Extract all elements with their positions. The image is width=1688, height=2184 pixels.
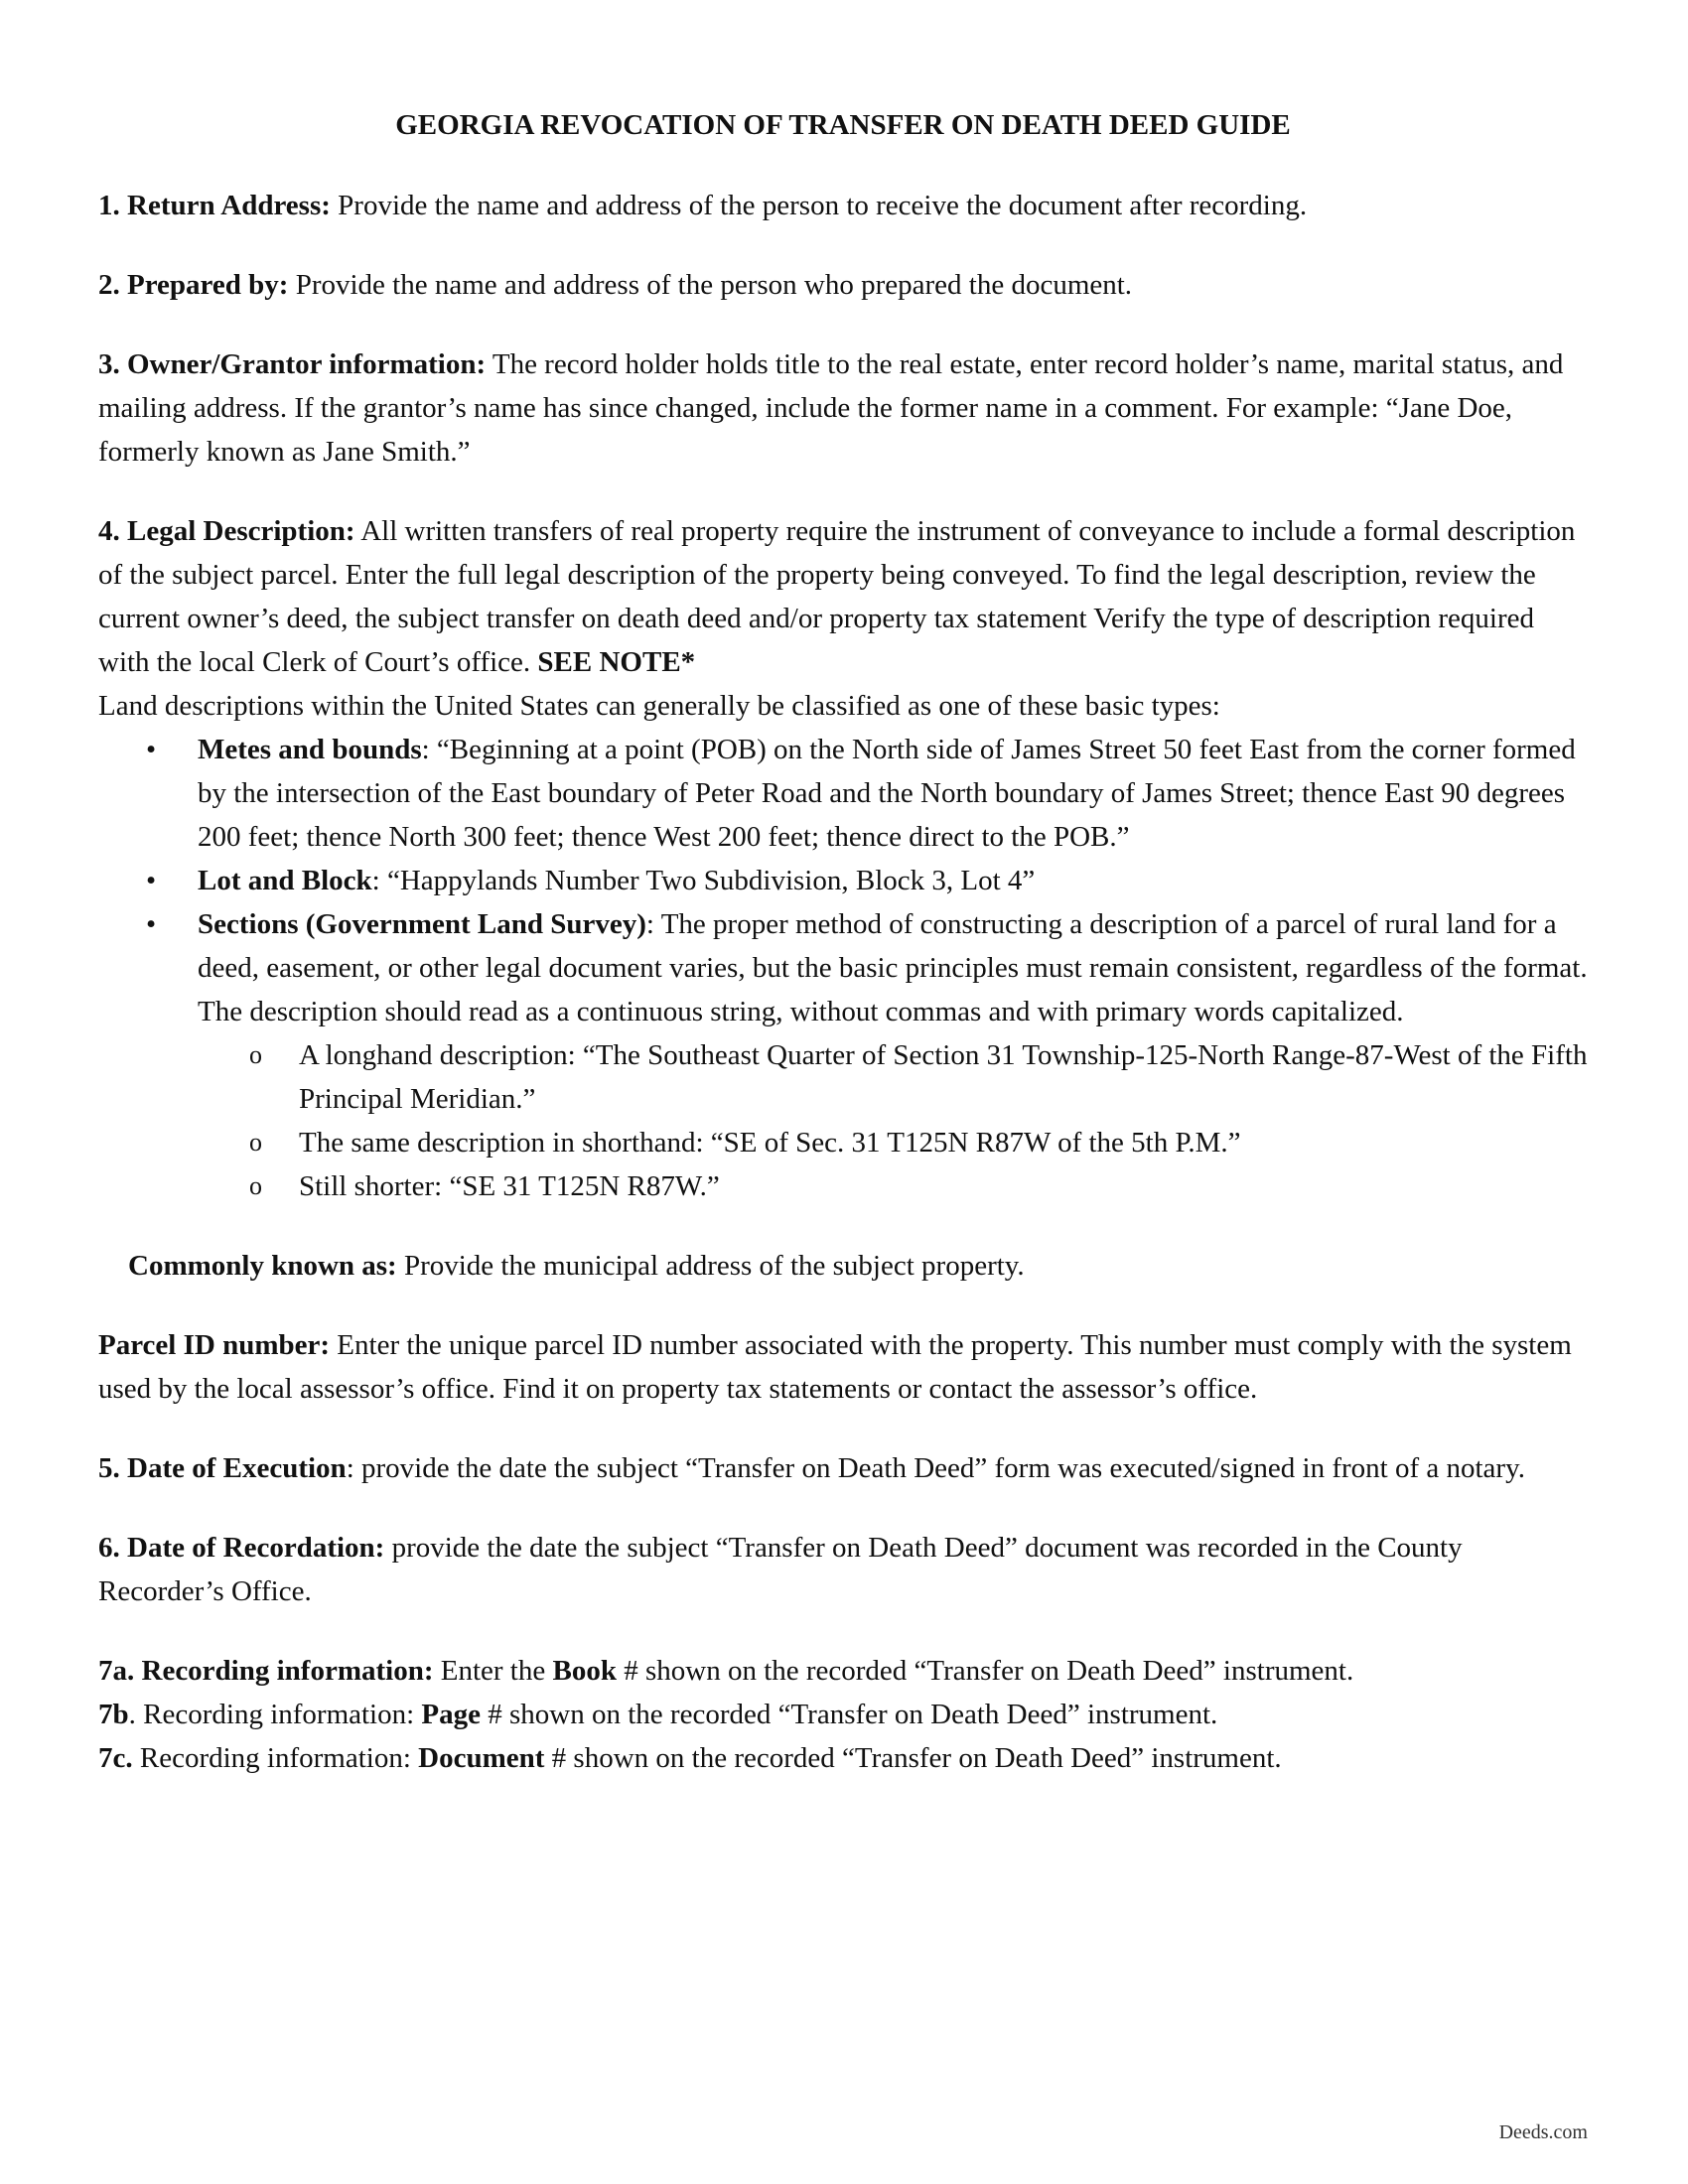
section-text: . Recording information: [128,1699,422,1730]
section-text: Provide the name and address of the person to receive the document after recording. [330,190,1308,221]
section-text: # shown on the recorded “Transfer on Death Deed” instrument. [481,1699,1218,1730]
section-recording-page [98,1693,1588,1736]
list-item-metes-bounds [98,728,1588,859]
section-parcel-id [98,1323,1588,1411]
list-item-label: Metes and bounds [198,734,422,765]
section-label: 5. Date of Execution [98,1452,347,1484]
list-item-label: Sections (Government Land Survey) [198,908,646,940]
sub-item-shorthand: o The same description in shorthand: “SE of Sec. 31 T125N R87W of the 5th P.M.” [198,1121,1588,1164]
section-label: 6. Date of Recordation: [98,1532,385,1564]
footer-watermark: Deeds.com [1498,2121,1588,2143]
section-label: 7c. [98,1742,133,1774]
section-text: All written transfers of real property require the instrument of conveyance to include a formal description of the subject parcel. Enter the full legal description of the property being conveyed. To find the legal description, review the current owner’s deed, the subject transfer on death deed and/or property tax statement Verify the type of description required with the local Clerk of Court’s office. [98,515,1576,678]
see-note: SEE NOTE* [537,646,696,678]
document-title: GEORGIA REVOCATION OF TRANSFER ON DEATH DEED GUIDE [395,109,1291,141]
section-commonly-known [98,1244,1588,1288]
section-bold: Book [552,1655,617,1687]
section-label: Commonly known as: [128,1250,397,1282]
section-text: The record holder holds title to the real estate, enter record holder’s name, marital status, and mailing address. If the grantor’s name has since changed, include the former name in a comment. For example: “Jane Doe, formerly known as Jane Smith.” [98,348,1564,468]
section-bold: Page [421,1699,482,1730]
section-text: : provide the date the subject “Transfer on Death Deed” form was executed/signed in front of a notary. [346,1452,1525,1484]
section-label: 7a. Recording information: [98,1655,434,1687]
section-legal-description [98,509,1588,1208]
section-text: Provide the name and address of the person who prepared the document. [288,269,1133,301]
section-recording-document [98,1736,1588,1780]
section-label: 4. Legal Description: [98,515,355,547]
document-page [98,103,1588,1780]
section-date-execution [98,1446,1588,1490]
section-owner-grantor [98,342,1588,474]
section-text: Recording information: [132,1742,419,1774]
sections-sub-list [198,1033,1588,1208]
section-text: Provide the municipal address of the subject property. [396,1250,1025,1282]
sub-item-longhand: o A longhand description: “The Southeast Quarter of Section 31 Township-125-North Range-87-West of the Fifth Principal Meridian.” [198,1033,1588,1121]
section-prepared-by [98,263,1588,307]
list-item-text: : “Happylands Number Two Subdivision, Block 3, Lot 4” [371,865,1036,896]
section-date-recordation [98,1526,1588,1613]
section-text: # shown on the recorded “Transfer on Death Deed” instrument. [544,1742,1282,1774]
section-text: Enter the unique parcel ID number associated with the property. This number must comply with the system used by the local assessor’s office. Find it on property tax statements or contact the assessor’s office. [98,1329,1572,1405]
section-bold: Document [418,1742,545,1774]
section-return-address [98,184,1588,227]
list-item-lot-block [98,859,1588,902]
section-text: provide the date the subject “Transfer on Death Deed” document was recorded in the County Recorder’s Office. [98,1532,1463,1607]
list-item-text: : The proper method of constructing a description of a parcel of rural land for a deed, easement, or other legal document varies, but the basic principles must remain consistent, regardless of the format. The description should read as a continuous string, without commas and with primary words capitalized. [198,908,1588,1027]
list-item-label: Lot and Block [198,865,372,896]
section-label: 3. Owner/Grantor information: [98,348,487,380]
section-text: Enter the [433,1655,553,1687]
legal-description-intro [98,509,1588,728]
sub-item-shorter: o Still shorter: “SE 31 T125N R87W.” [198,1164,1588,1208]
section-label: 7b [98,1699,129,1730]
section-recording-book [98,1649,1588,1693]
list-item-sections [98,902,1588,1208]
section-label: 2. Prepared by: [98,269,289,301]
section-text-2: Land descriptions within the United States can generally be classified as one of these basic types: [98,690,1220,722]
description-types-list [98,728,1588,1208]
section-label: 1. Return Address: [98,190,331,221]
section-label: Parcel ID number: [98,1329,331,1361]
section-text: # shown on the recorded “Transfer on Death Deed” instrument. [616,1655,1354,1687]
list-item-text: : “Beginning at a point (POB) on the North side of James Street 50 feet East from the corner formed by the intersection of the East boundary of Peter Road and the North boundary of James Street; thence East 90 degrees 200 feet; thence North 300 feet; thence West 200 feet; thence direct to the POB.” [198,734,1576,853]
